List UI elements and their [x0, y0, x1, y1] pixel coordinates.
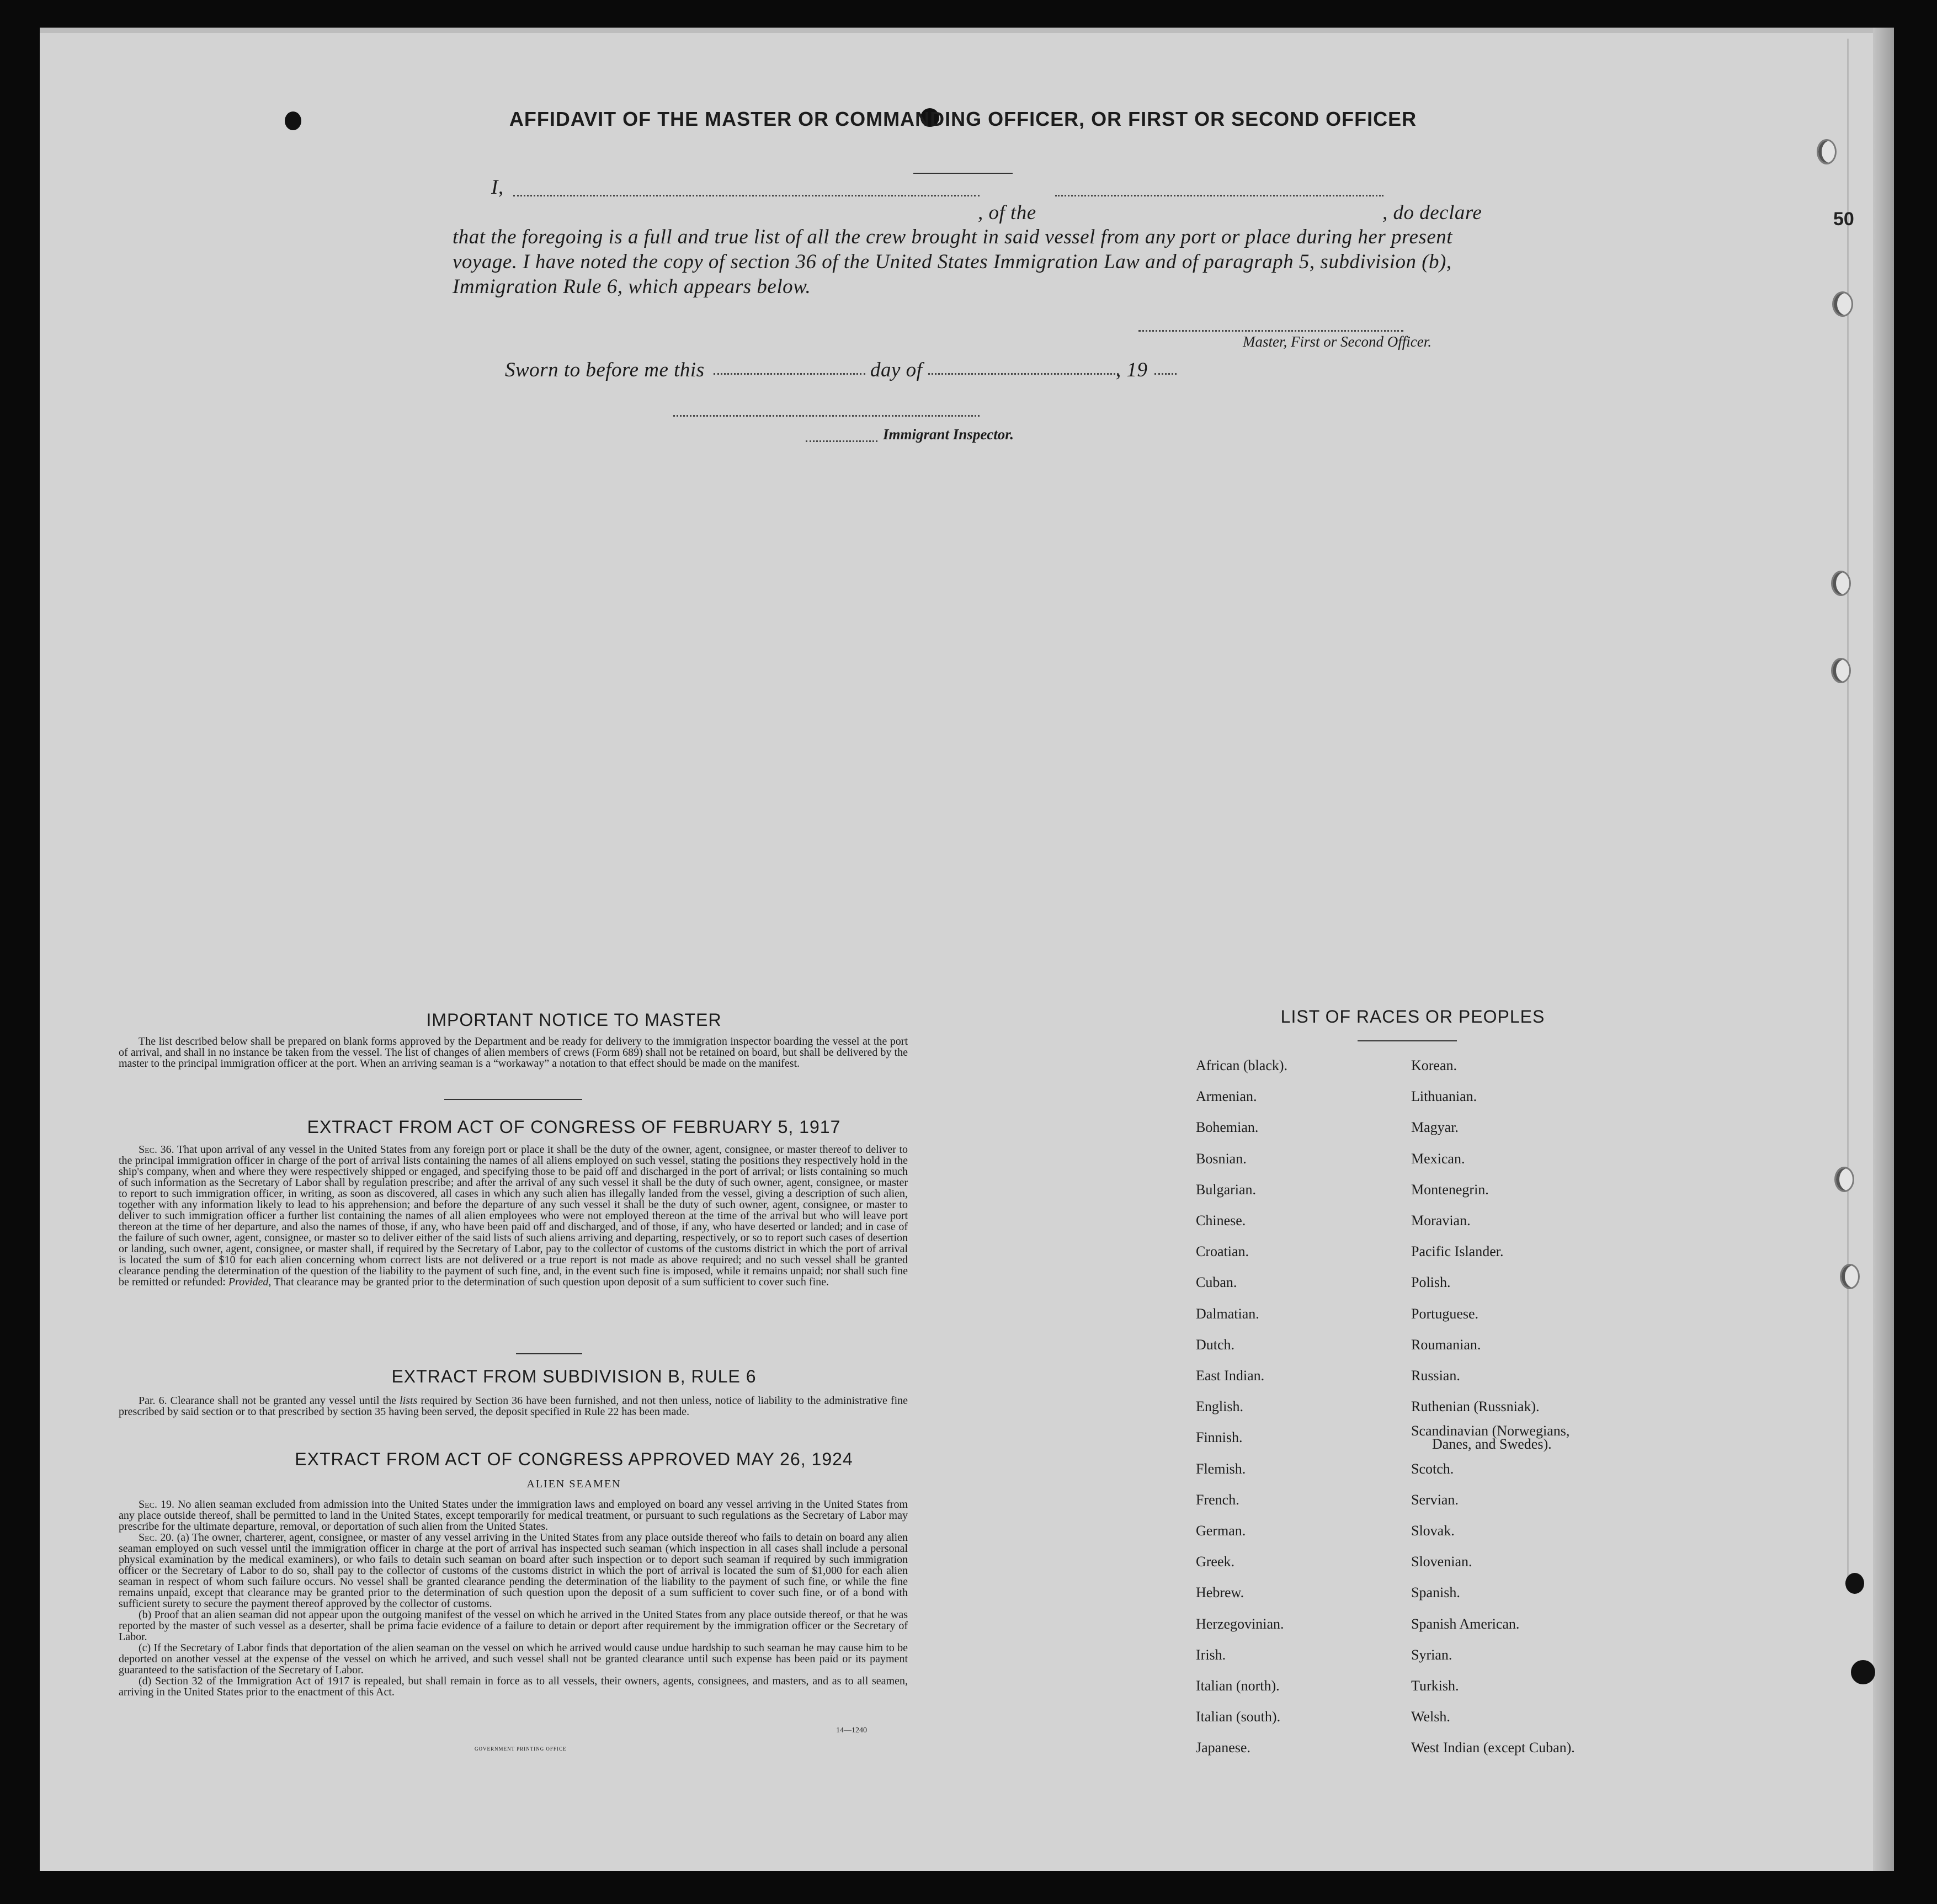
race-item: Syrian. — [1411, 1646, 1452, 1663]
binder-hole — [1817, 139, 1837, 164]
binder-hole — [1832, 291, 1853, 317]
race-item: Croatian. — [1196, 1243, 1249, 1260]
race-item: Bohemian. — [1196, 1119, 1259, 1136]
extract-rule6-title: EXTRACT FROM SUBDIVISION B, RULE 6 — [391, 1366, 757, 1386]
race-item: Slovak. — [1411, 1523, 1455, 1539]
margin-mark: 50 — [1833, 209, 1854, 230]
race-item: Armenian. — [1196, 1088, 1257, 1105]
sec-19-text: No alien seaman excluded from admission into the United States under the immigration laws and employed on board any vessel arriving in the United States from any place outside thereof, shall be permitted to land in the United States, except temporarily for medical treatment, or pursuant to such regulations as the Secretary of Labor may prescribe for the ultimate departure, removal, or deportation of such alien from the United States. — [119, 1498, 908, 1533]
inspector-signature-line[interactable] — [673, 415, 980, 417]
extract-1917-title: EXTRACT FROM ACT OF CONGRESS OF FEBRUARY 5, 1917 — [307, 1117, 841, 1137]
race-item: French. — [1196, 1491, 1239, 1508]
notice-title: IMPORTANT NOTICE TO MASTER — [426, 1010, 722, 1030]
race-item: Dalmatian. — [1196, 1305, 1259, 1322]
binder-hole — [1845, 1573, 1864, 1594]
extract-1924-body — [119, 1499, 908, 1698]
race-item: Italian (south). — [1196, 1709, 1281, 1725]
notice-body — [119, 1036, 908, 1069]
binder-hole — [1851, 1660, 1875, 1684]
rule6-text-b: required by Section 36 have been furnished, and not then unless, notice of liability to the administrative fine prescribed by said section or to that prescribed by section 35 having been served, the deposit specified in Rule 22 has been made. — [119, 1395, 908, 1418]
race-item: Roumanian. — [1411, 1336, 1481, 1353]
race-item: African (black). — [1196, 1057, 1288, 1073]
binder-hole — [1840, 1264, 1860, 1289]
rule6-lists: lists — [400, 1395, 418, 1407]
alien-seamen-subtitle: ALIEN SEAMEN — [526, 1478, 621, 1490]
sworn-day-blank[interactable] — [714, 373, 865, 375]
affidavit-line-1 — [491, 175, 504, 199]
affidavit-of-the: , of the — [978, 201, 1036, 224]
race-item: Dutch. — [1196, 1336, 1235, 1353]
race-item-continuation: Danes, and Swedes). — [1432, 1436, 1552, 1453]
page-right-shadow — [1873, 28, 1894, 1871]
extract-1917-body — [119, 1144, 908, 1288]
section-divider — [444, 1099, 582, 1100]
race-item: Italian (north). — [1196, 1678, 1280, 1694]
affidavit-title: AFFIDAVIT OF THE MASTER OR COMMANDING OFFICER, OR FIRST OR SECOND OFFICER — [509, 108, 1417, 130]
name-blank[interactable] — [513, 195, 980, 196]
race-item: West Indian (except Cuban). — [1411, 1740, 1575, 1756]
signature-line[interactable] — [1138, 330, 1403, 332]
sec-20b-text: (b) Proof that an alien seaman did not appear upon the outgoing manifest of the vessel on which he arrived in the United States from any place outside thereof, or that he was reported by the master of such vessel as a deserter, shall be prima facie evidence of a failure to detain or deport after requirement by the immigration officer or the Secretary of Labor. — [119, 1609, 908, 1643]
race-item: Welsh. — [1411, 1709, 1450, 1725]
affidavit-line-3: voyage. I have noted the copy of section 36 of the United States Immigration Law and of paragraph 5, subdivision (b), — [453, 251, 1452, 273]
printer-imprint: GOVERNMENT PRINTING OFFICE — [475, 1746, 567, 1752]
vessel-blank[interactable] — [1055, 195, 1383, 196]
race-item: German. — [1196, 1523, 1246, 1539]
sec-19-label: Sec. 19. — [139, 1498, 174, 1511]
race-item: Turkish. — [1411, 1678, 1459, 1694]
race-item: Scandinavian (Norwegians, — [1411, 1423, 1570, 1439]
affidavit-line-4: Immigration Rule 6, which appears below. — [453, 275, 811, 298]
inspector-caption: Immigrant Inspector. — [883, 426, 1014, 443]
race-item: Korean. — [1411, 1057, 1457, 1073]
sworn-year-blank[interactable] — [1154, 373, 1177, 375]
races-title: LIST OF RACES OR PEOPLES — [1280, 1007, 1545, 1027]
race-item: Herzegovinian. — [1196, 1615, 1284, 1632]
affidavit-i: I, — [491, 176, 504, 199]
race-item: Irish. — [1196, 1646, 1226, 1663]
sworn-day-of: day of — [870, 359, 923, 381]
race-item: Cuban. — [1196, 1274, 1237, 1291]
provided-label: Provided, — [228, 1276, 272, 1288]
race-item: Ruthenian (Russniak). — [1411, 1398, 1540, 1415]
race-item: Pacific Islander. — [1411, 1243, 1504, 1260]
race-item: Mexican. — [1411, 1150, 1465, 1167]
race-item: Spanish. — [1411, 1584, 1460, 1601]
race-item: Greek. — [1196, 1554, 1235, 1570]
race-item: Montenegrin. — [1411, 1181, 1489, 1198]
sworn-prefix: Sworn to before me this — [505, 359, 705, 381]
affidavit-line-2: that the foregoing is a full and true list of all the crew brought in said vessel from any port or place during her present — [453, 226, 1453, 248]
signature-caption: Master, First or Second Officer. — [1243, 333, 1432, 350]
race-item: Portuguese. — [1411, 1305, 1479, 1322]
sec-36-label: Sec. 36. — [139, 1144, 174, 1156]
sworn-month-blank[interactable] — [928, 373, 1119, 375]
form-number: 14—1240 — [836, 1726, 867, 1735]
binder-hole — [285, 111, 301, 130]
binder-hole — [1834, 1167, 1854, 1192]
sec-36-text: That upon arrival of any vessel in the United States from any foreign port or place it shall be the duty of the owner, agent, consignee, or master thereof to deliver to the principal immigration officer in charge of the port of arrival lists containing the names of all aliens employed on such vessel, stating the positions they respectively hold in the ship's company, when and where they were respectively shipped or engaged, and specifying those to be paid off and discharged in the port of arrival; or lists containing so much of such information as the Secretary of Labor shall by regulation prescribe; and after the arrival of any such vessel it shall be the duty of such owner, agent, consignee, or master to report to such immigration officer, in writing, as soon as discovered, all cases in which any such alien has illegally landed from the vessel, giving a description of such alien, together with any information likely to lead to his apprehension; and before the departure of any such vessel it shall be the duty of such owner, agent, consignee, or master to deliver to such immigration officer a further list containing the names of all alien employees who were not employed thereon at the time of the arrival but who will leave port thereon at the time of her departure, and also the names of those, if any, who have been paid off and discharged, and of those, if any, who have deserted or landed; and in case of the failure of such owner, agent, consignee, or master so to deliver either of the said lists of such aliens arriving and departing, respectively, or so to report such cases of desertion or landing, such owner, agent, consignee, or master shall, if required by the Secretary of Labor, pay to the collector of customs of the customs district in which the port of arrival is located the sum of $10 for each alien concerning whom correct lists are not delivered or a true report is not made as above required; and no such vessel shall be granted clearance pending the determination of the question of the liability to the payment of such fine, and, in the event such fine is imposed, while it remains unpaid; nor shall such fine be remitted or refunded: — [119, 1144, 908, 1288]
race-item: Magyar. — [1411, 1119, 1459, 1136]
race-item: Slovenian. — [1411, 1554, 1472, 1570]
sec-20d-text: (d) Section 32 of the Immigration Act of 1917 is repealed, but shall remain in force as to all vessels, their owners, agents, consignees, and masters, and as to all seamen, arriving in the United States prior to the enactment of this Act. — [119, 1675, 908, 1698]
race-item: Polish. — [1411, 1274, 1451, 1291]
sec-20-label: Sec. 20. — [139, 1531, 174, 1544]
race-item: East Indian. — [1196, 1368, 1265, 1384]
provided-text: That clearance may be granted prior to the determination of such question upon deposit of a sum sufficient to cover such fine. — [274, 1276, 829, 1288]
title-underline — [913, 173, 1013, 174]
race-item: Servian. — [1411, 1491, 1459, 1508]
extract-1924-title: EXTRACT FROM ACT OF CONGRESS APPROVED MAY 26, 1924 — [295, 1449, 853, 1469]
race-item: Bulgarian. — [1196, 1181, 1257, 1198]
binder-hole — [1831, 658, 1851, 683]
extract-rule6-body — [119, 1395, 908, 1417]
page-top-edge — [40, 28, 1894, 33]
underlying-sheet-edge — [1847, 39, 1849, 1584]
binder-hole — [1831, 571, 1851, 596]
sworn-year: , 19 — [1116, 359, 1148, 381]
section-divider — [516, 1353, 582, 1354]
race-item: Hebrew. — [1196, 1584, 1244, 1601]
race-item: Moravian. — [1411, 1212, 1471, 1228]
rule6-text-a: Par. 6. Clearance shall not be granted any vessel until the — [139, 1395, 397, 1407]
races-title-underline — [1358, 1040, 1457, 1041]
race-item: Russian. — [1411, 1368, 1460, 1384]
affidavit-do-declare: , do declare — [1382, 201, 1482, 224]
race-item: Lithuanian. — [1411, 1088, 1477, 1105]
race-item: Scotch. — [1411, 1460, 1454, 1477]
sec-20c-text: (c) If the Secretary of Labor finds that deportation of the alien seaman on the vessel on which he arrived would cause undue hardship to such seaman he may cause him to be deported on another vessel at the expense of the vessel on which he arrived, and such vessel shall not be granted clearance until such expense has been paid or its payment guaranteed to the satisfaction of the Secretary of Labor. — [119, 1642, 908, 1676]
sec-20a-text: (a) The owner, charterer, agent, consignee, or master of any vessel arriving in the United States from any place outside thereof who fails to detain on board any alien seaman employed on such vessel until the immigration officer in charge at the port of arrival has inspected such seaman (which inspection in all cases shall include a personal physical examination by the medical examiners), or who fails to detain such seaman on board after such inspection or to deport such seaman if required by such immigration officer or the Secretary of Labor to do so, shall pay to the collector of customs of the customs district in which the port of arrival is located the sum of $1,000 for each alien seaman in respect of whom such failure occurs. No vessel shall be granted clearance pending the determination of the liability to the payment of such fine, or while the fine remains unpaid, except that clearance may be granted prior to the determination of such question upon the deposit of a sum sufficient to cover such fine, or of a bond with sufficient surety to secure the payment thereof approved by the collector of customs. — [119, 1531, 908, 1610]
race-item: Japanese. — [1196, 1740, 1250, 1756]
inspector-signature-line-2[interactable] — [806, 440, 877, 442]
notice-text: The list described below shall be prepared on blank forms approved by the Department and be ready for delivery to the immigration inspector boarding the vessel at the port of arrival, and shall in no instance be taken from the vessel. The list of changes of alien members of crews (Form 689) shall not be retained on board, but shall be delivered by the master to the principal immigration officer at the port. When an arriving seaman is a “workaway” a notation to that effect should be made on the manifest. — [119, 1035, 908, 1070]
race-item: Chinese. — [1196, 1212, 1246, 1228]
race-item: Spanish American. — [1411, 1615, 1520, 1632]
race-item: Bosnian. — [1196, 1150, 1247, 1167]
race-item: English. — [1196, 1398, 1243, 1415]
race-item: Flemish. — [1196, 1460, 1246, 1477]
race-item: Finnish. — [1196, 1429, 1243, 1446]
